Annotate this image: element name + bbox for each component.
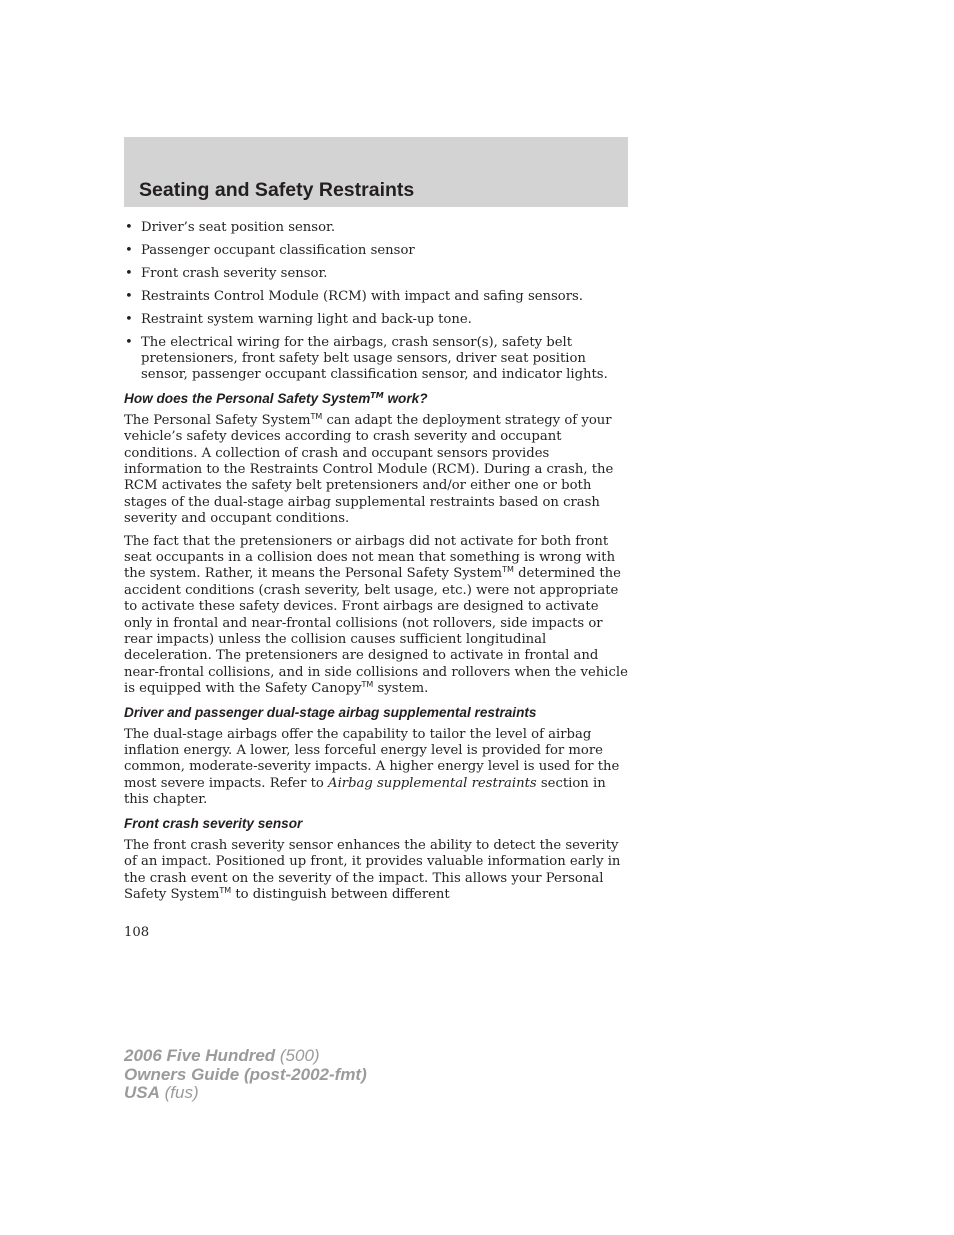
trademark-icon: TM <box>370 390 384 400</box>
section-header-band <box>124 137 628 207</box>
list-item: • Driver’s seat position sensor. <box>125 220 336 235</box>
bullet-icon: • <box>125 220 133 235</box>
list-item: • Front crash severity sensor. <box>125 265 328 281</box>
list-item: • Restraint system warning light and back-up tone. <box>125 311 472 327</box>
paragraph: The fact that the pretensioners or airbags did not activate for both front seat occupants in a collision does not mean that something is wrong with the system. Rather, it means the Personal Safety System™ determined the accident conditions (crash severity, belt usage, etc.) were not appropriate to activate these safety devices. Front airbags are designed to activate only in frontal and near-frontal collisions (not rollovers, side impacts or rear impacts) unless the collision causes sufficient longitudinal deceleration. The pretensioners are designed to activate in frontal and near-frontal collisions, and in side collisions and rollovers when the vehicle is equipped with the Safety Canopy™ system. <box>124 533 628 697</box>
trademark-icon: TM <box>502 565 514 575</box>
paragraph: The front crash severity sensor enhances the ability to detect the severity of an impact. Positioned up front, it provides valuable information early in the crash event on the severity of the impact. This allows your Personal Safety System™ to distinguish between different <box>124 837 621 902</box>
list-item: • Restraints Control Module (RCM) with impact and safing sensors. <box>125 288 583 304</box>
footer-line: Owners Guide (post-2002-fmt) <box>124 1064 367 1084</box>
bullet-icon: • <box>125 242 133 258</box>
footer-line: 2006 Five Hundred (500) <box>124 1046 320 1065</box>
list-item: • Passenger occupant classification sensor <box>125 242 415 258</box>
section-title: Seating and Safety Restraints <box>139 179 415 201</box>
subheading-front-crash-sensor: Front crash severity sensor <box>124 815 303 831</box>
trademark-icon: TM <box>219 885 232 895</box>
subheading-how-it-works: How does the Personal Safety System™ work? <box>124 390 428 406</box>
trademark-icon: TM <box>361 680 374 690</box>
bullet-icon: • <box>125 288 133 304</box>
component-list <box>124 220 628 384</box>
page-number: 108 <box>124 925 150 940</box>
cross-reference: Airbag supplemental restraints <box>328 775 537 791</box>
paragraph: The Personal Safety System™ can adapt the deployment strategy of your vehicle’s safety devices according to crash severity and occupant conditions. A collection of crash and occupant sensors provides information to the Restraints Control Module (RCM). During a crash, the RCM activates the safety belt pretensioners and/or either one or both stages of the dual-stage airbag supplemental restraints based on crash severity and occupant conditions. <box>124 411 614 527</box>
bullet-icon: • <box>125 311 133 327</box>
trademark-icon: TM <box>310 411 323 421</box>
bullet-icon: • <box>125 334 133 350</box>
paragraph: The dual-stage airbags offer the capability to tailor the level of airbag inflation energy. A lower, less forceful energy level is provided for more common, moderate-severity impacts. A higher energy level is used for the most severe impacts. Refer to Airbag supplemental restraints section in this chapter. <box>124 726 620 808</box>
document-footer <box>124 1047 367 1103</box>
page-content <box>124 220 628 909</box>
footer-line: USA (fus) <box>124 1083 199 1102</box>
bullet-icon: • <box>125 265 133 281</box>
list-item: • The electrical wiring for the airbags, crash sensor(s), safety belt pretensioners, front safety belt usage sensors, driver seat position sensor, passenger occupant classification sensor, and indicator lights. <box>125 334 608 383</box>
subheading-dual-stage-airbags: Driver and passenger dual-stage airbag supplemental restraints <box>124 704 537 720</box>
